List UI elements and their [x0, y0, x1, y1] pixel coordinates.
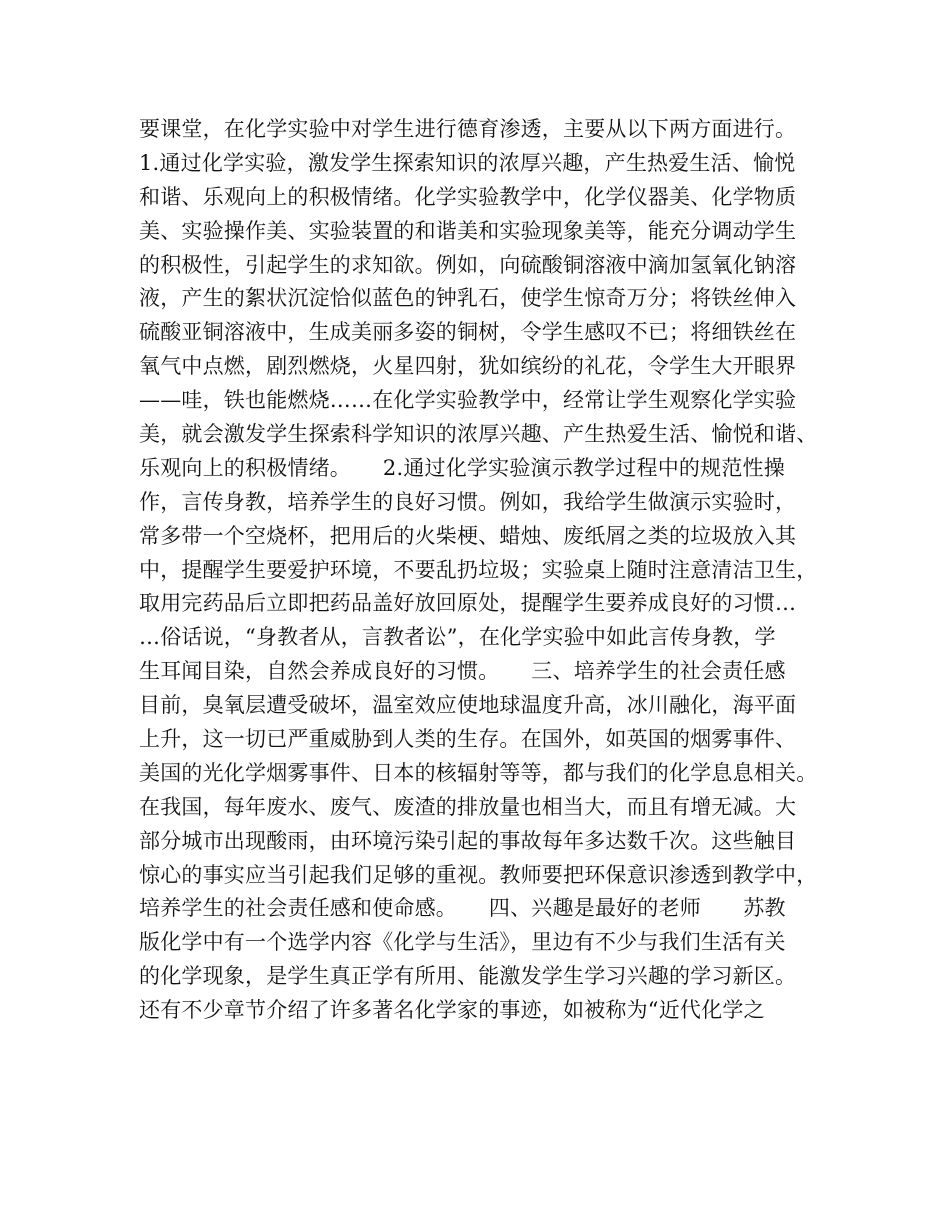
text-line: ——哇，铁也能燃烧……在化学实验教学中，经常让学生观察化学实验 — [139, 388, 797, 413]
text-line: 美，就会激发学生探索科学知识的浓厚兴趣、产生热爱生活、愉悦和谐、 — [139, 422, 818, 447]
text-line: 硫酸亚铜溶液中，生成美丽多姿的铜树，令学生感叹不已；将细铁丝在 — [139, 320, 797, 345]
text-line: 美、实验操作美、实验装置的和谐美和实验现象美等，能充分调动学生 — [139, 218, 797, 243]
text-line: 要课堂，在化学实验中对学生进行德育渗透，主要从以下两方面进行。 — [139, 117, 797, 141]
text-line: 还有不少章节介绍了许多著名化学家的事迹，如被称为“近代化学之 — [139, 998, 765, 1023]
text-line: 液，产生的絮状沉淀恰似蓝色的钟乳石，使学生惊奇万分；将铁丝伸入 — [139, 286, 797, 311]
text-line: 版化学中有一个选学内容《化学与生活》，里边有不少与我们生活有关 — [139, 930, 786, 955]
text-line: …俗话说，“身教者从，言教者讼”，在化学实验中如此言传身教，学 — [139, 625, 776, 650]
text-line: 常多带一个空烧杯，把用后的火柴梗、蜡烛、废纸屑之类的垃圾放入其 — [139, 523, 797, 548]
text-line: 的化学现象，是学生真正学有所用、能激发学生学习兴趣的学习新区。 — [139, 964, 797, 989]
text-line: 培养学生的社会责任感和使命感。 四、兴趣是最好的老师 苏教 — [139, 896, 786, 921]
text-line: 中，提醒学生要爱护环境，不要乱扔垃圾；实验桌上随时注意清洁卫生， — [139, 557, 818, 582]
text-line: 美国的光化学烟雾事件、日本的核辐射等等，都与我们的化学息息相关。 — [139, 760, 818, 785]
text-line: 惊心的事实应当引起我们足够的重视。教师要把环保意识渗透到教学中， — [139, 862, 818, 887]
text-line: 目前，臭氧层遭受破坏，温室效应使地球温度升高，冰川融化，海平面 — [139, 693, 797, 718]
body-text — [139, 113, 829, 1028]
text-line: 乐观向上的积极情绪。 2.通过化学实验演示教学过程中的规范性操 — [139, 455, 785, 480]
text-line: 1.通过化学实验，激发学生探索知识的浓厚兴趣，产生热爱生活、愉悦 — [139, 150, 796, 175]
text-line: 取用完药品后立即把药品盖好放回原处，提醒学生要养成良好的习惯… — [139, 591, 797, 616]
text-line: 的积极性，引起学生的求知欲。例如，向硫酸铜溶液中滴加氢氧化钠溶 — [139, 252, 797, 277]
text-line: 生耳闻目染，自然会养成良好的习惯。 三、培养学生的社会责任感 — [139, 659, 786, 684]
text-line: 氧气中点燃，剧烈燃烧，火星四射，犹如缤纷的礼花，令学生大开眼界 — [139, 354, 797, 379]
text-line: 在我国，每年废水、废气、废渣的排放量也相当大，而且有增无减。大 — [139, 794, 797, 819]
text-line: 上升，这一切已严重威胁到人类的生存。在国外，如英国的烟雾事件、 — [139, 727, 797, 752]
text-line: 部分城市出现酸雨，由环境污染引起的事故每年多达数千次。这些触目 — [139, 828, 797, 853]
text-line: 和谐、乐观向上的积极情绪。化学实验教学中，化学仪器美、化学物质 — [139, 184, 797, 209]
text-line: 作，言传身教，培养学生的良好习惯。例如，我给学生做演示实验时， — [139, 489, 797, 514]
